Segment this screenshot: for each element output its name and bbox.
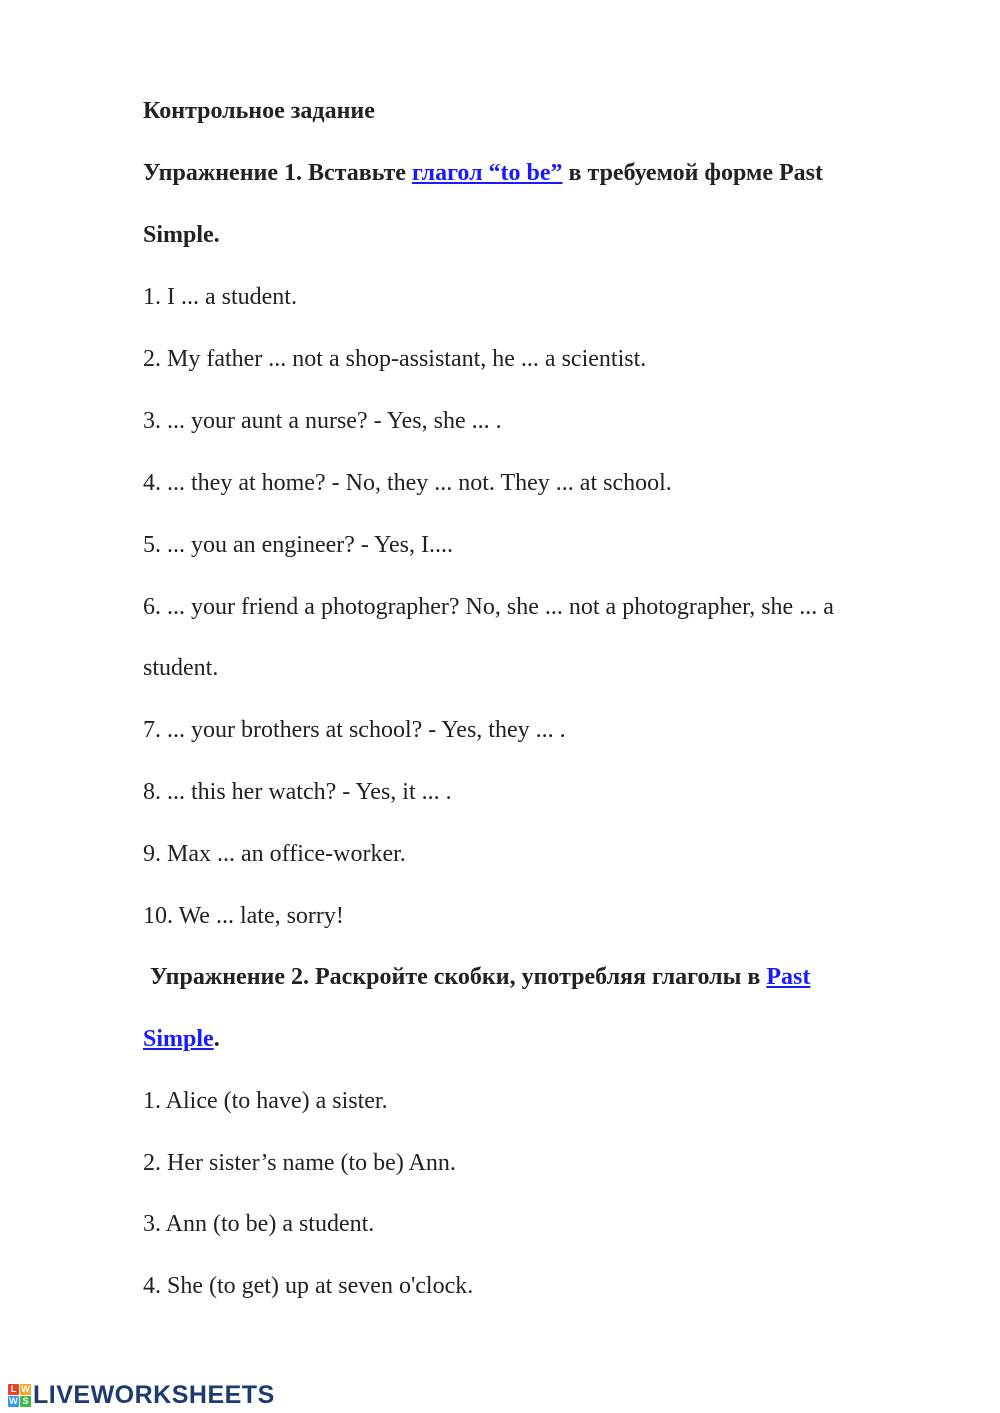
exercise1-item: student. [143,655,219,681]
exercise1-item: 3. ... your aunt a nurse? - Yes, she ... . [143,408,502,434]
exercise1-item: 6. ... your friend a photographer? No, she ... not a photographer, she ... a [143,594,834,620]
exercise1-item: 1. I ... a student. [143,284,297,310]
exercise1-heading-post: в требуемой форме Past [562,160,824,186]
exercise2-heading-cont [143,1024,220,1054]
exercise2-heading [150,962,810,992]
exercise1-heading-pre: Упражнение 1. Вставьте [143,160,412,186]
logo-letter: S [20,1396,31,1407]
exercise1-item: 8. ... this her watch? - Yes, it ... . [143,779,452,805]
exercise1-item: 9. Max ... an office-worker. [143,841,406,867]
exercise2-item: 2. Her sister’s name (to be) Ann. [143,1150,456,1176]
past-simple-link[interactable]: Past [766,964,811,990]
logo-letter: L [8,1384,19,1395]
logo-letter: W [9,1396,18,1406]
exercise1-heading-cont: Simple. [143,222,220,248]
exercise1-heading [143,158,823,188]
exercise2-heading-post: . [213,1026,220,1052]
page-title: Контрольное задание [143,98,375,124]
brand-name: LIVEWORKSHEETS [33,1380,275,1409]
logo-letter: W [21,1384,30,1394]
exercise2-heading-pre: Упражнение 2. Раскройте скобки, употребляя глаголы в [150,964,767,990]
to-be-verb-link[interactable]: глагол “to be” [411,160,563,186]
exercise1-item: 10. We ... late, sorry! [143,903,344,929]
liveworksheets-logo-icon [8,1384,31,1407]
exercise1-item: 7. ... your brothers at school? - Yes, they ... . [143,717,566,743]
exercise1-item: 2. My father ... not a shop-assistant, he ... a scientist. [143,346,647,372]
exercise2-item: 4. She (to get) up at seven o'clock. [143,1273,474,1299]
exercise2-item: 1. Alice (to have) a sister. [143,1088,388,1114]
past-simple-link-cont[interactable]: Simple [143,1026,214,1052]
exercise1-item: 5. ... you an engineer? - Yes, I.... [143,532,453,558]
exercise2-item: 3. Ann (to be) a student. [143,1211,375,1237]
exercise1-item: 4. ... they at home? - No, they ... not. They ... at school. [143,470,672,496]
liveworksheets-logo[interactable] [8,1380,275,1410]
